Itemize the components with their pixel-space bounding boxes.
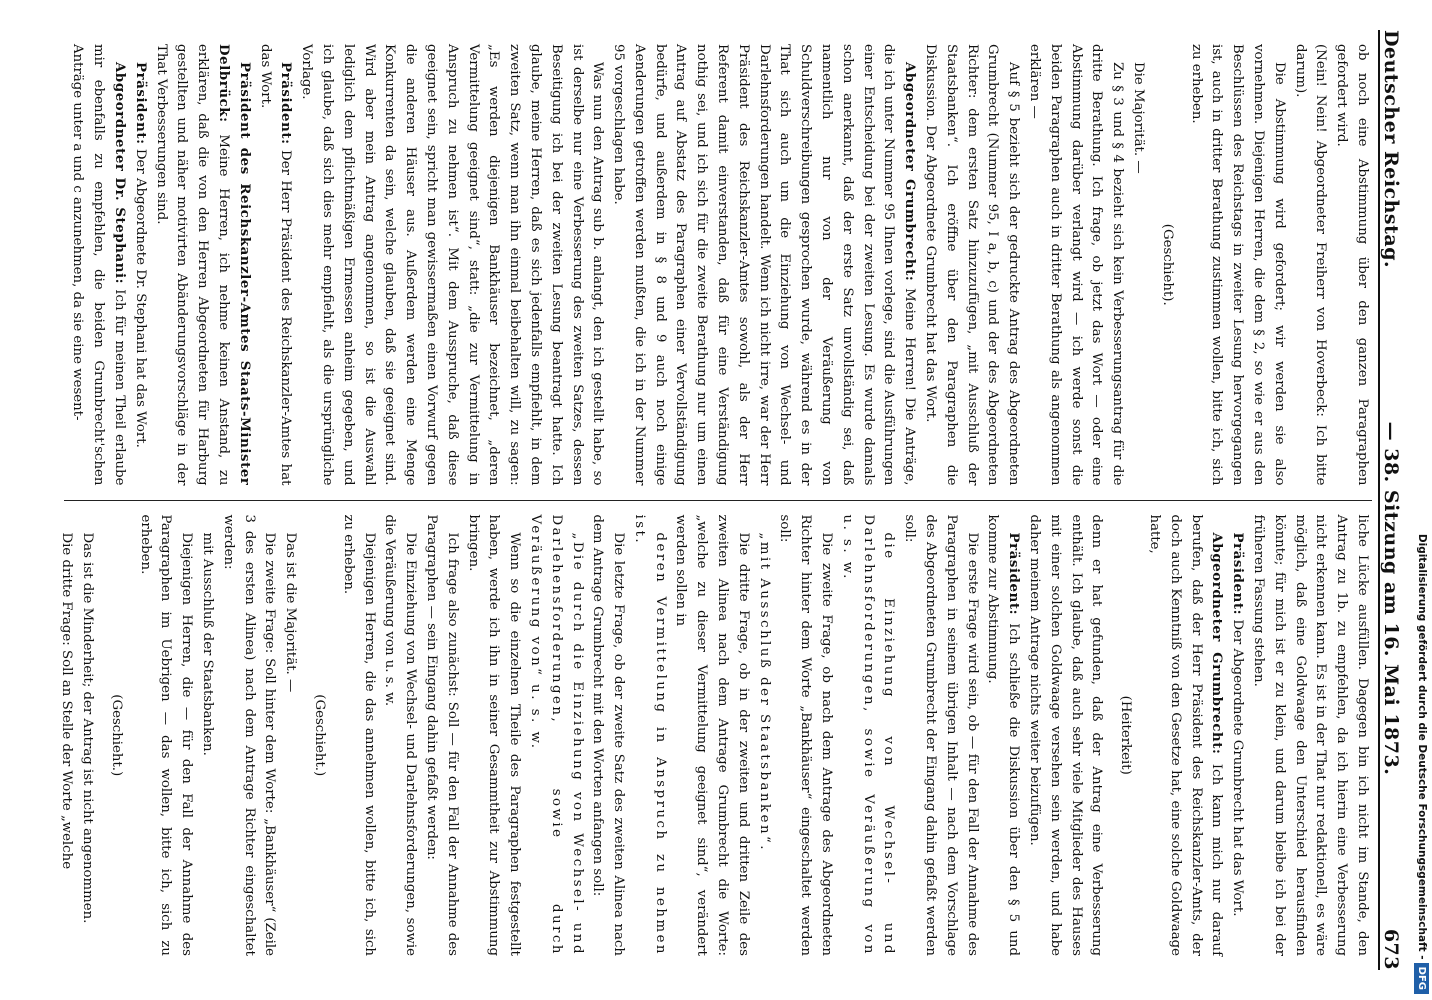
paragraph-text: Ich frage also zunächst: Soll — für den Fall der Annahme des Paragraphen — sein Eingang dahin gefaßt werden: bbox=[423, 514, 460, 956]
text-paragraph bbox=[1023, 515, 1106, 957]
funding-note bbox=[1411, 0, 1432, 1000]
paragraph-text: Ich schließe die Diskussion über den § 5 und komme zur Abstimmung. bbox=[985, 514, 1022, 956]
paragraph-text: Der Abgeordnete Dr. Stephani hat das Wort. bbox=[132, 148, 148, 448]
paragraph-text: Meine Herren! Die Anträge, die ich unter Nummer 95 Ihnen vorlege, sind die Ausführungen einer Entscheidung bei der zweiten Lesung. Es wurde damals schon anerkannt, daß der erste Satz unvollständig sei, daß namentlich nur von der Veräußerung von Schuldverschreibungen gesprochen wurde, während es in der That sich auch um die Einziehung von Wechsel- und Darlehnsforderungen handelt. Wenn ich nicht irre, war der Herr Präsident des Reichskanzler-Amtes sowohl, als der Herr Referent damit einverstanden, daß für eine Verständigung nothig sei, und ich sich für die zweite Berathung nur um einen Antrag auf Abstatz des Paragraphen einer Vervollständigung bedürfe, und außerdem in § 8 und 9 auch noch einige Aenderungen getroffen werden mußten, die ich in der Nummer 95 vorgeschlagen habe. bbox=[611, 44, 918, 486]
digitization-sidebar bbox=[1411, 0, 1432, 1000]
paragraph-text: Zu § 3 und § 4 bezieht sich kein Verbesserungsantrag für die dritte Berathung. Ich frage, ob jetzt das Wort — oder eine Abstimmung darüber verlangt wird — ich werde sonst die beiden Paragraphen auch in dritter Berathung als angenommen erklären — bbox=[1027, 44, 1126, 486]
text-paragraph bbox=[420, 515, 462, 957]
paragraph-text: (Geschieht.) bbox=[108, 694, 124, 777]
speaker-name: Präsident: bbox=[132, 62, 148, 145]
text-paragraph bbox=[295, 44, 607, 486]
text-paragraph bbox=[1185, 44, 1289, 486]
text-paragraph bbox=[670, 515, 753, 957]
paragraph-text: denn er hat gefunden, daß der Antrag eine Verbesserung enthält. Ich glaube, daß auch sehr viele Mitglieder des Hauses mit einer solchen Goldwaage versehen sein werden, und habe daher meinem Antrage nichts weiter beizufügen. bbox=[1027, 514, 1105, 956]
paragraph-text: Die dritte Frage: Soll an Stelle der Worte „welche bbox=[59, 532, 75, 870]
paragraph-text: ob noch eine Abstimmung über den ganzen Paragraphen gefordert wird. bbox=[1334, 44, 1370, 486]
paragraph-text: mit Ausschluß der Staatsbanken. bbox=[199, 532, 215, 756]
paragraph-text: „mit Ausschluß der Staatsbanken“. bbox=[756, 532, 772, 853]
running-title: Deutscher Reichstag. bbox=[1380, 30, 1402, 269]
text-paragraph bbox=[1023, 44, 1127, 486]
paragraph-text: Die dritte Frage, ob in der zweiten und dritten Zeile des zweiten Alinea nach dem Antrage Grumbrecht die Worte: „welche zu dieser Vermittelung geeignet sind“, verändert werden sollen in bbox=[673, 514, 751, 956]
text-paragraph bbox=[76, 515, 97, 957]
text-paragraph bbox=[337, 515, 379, 957]
text-paragraph bbox=[898, 515, 981, 957]
text-paragraph bbox=[753, 515, 774, 957]
text-paragraph bbox=[774, 515, 836, 957]
text-paragraph bbox=[379, 515, 421, 957]
speech-paragraph bbox=[982, 515, 1024, 957]
paragraph-text: (Heiterkeit) bbox=[1118, 695, 1134, 775]
speech-paragraph bbox=[150, 44, 254, 486]
paragraph-text: Auf § 5 bezieht sich der gedruckte Antrag des Abgeordneten Grumbrecht (Nummer 95, I a, b, c) und der des Abgeordneten Richter: dem ersten Satz hinzuzufügen, „mit Ausschluß der Staatsbanken“. Ich eröffne über den Paragraphen die Diskussion. Der Abgeordnete Grumbrecht hat das Wort. bbox=[923, 44, 1022, 486]
stage-note bbox=[1156, 44, 1177, 486]
text-paragraph bbox=[1330, 44, 1372, 486]
paragraph-text: Die Majorität. — bbox=[1131, 62, 1147, 174]
right-column bbox=[59, 500, 1372, 971]
speech-paragraph bbox=[607, 44, 919, 486]
session-date: — 38. Sitzung am 16. Mai 1873. bbox=[1380, 421, 1402, 776]
speaker-name: Präsident: bbox=[278, 62, 294, 145]
paragraph-text: Ich kann mich nur darauf berufen, daß der Herr Präsident des Reichskanzler-Amts, der doch auch Kenntniß von den Gesetze hat, eine solche Goldwaage hatte, bbox=[1147, 514, 1225, 957]
paragraph-text: Die Einziehung von Wechsel- und Darlehnsforderungen, sowie die Veräußerung von u. s. w. bbox=[382, 514, 419, 956]
text-paragraph bbox=[919, 44, 1023, 486]
paragraph-text: (Geschieht). bbox=[1159, 223, 1175, 306]
text-paragraph bbox=[462, 515, 524, 957]
speaker-name: Abgeordneter Dr. Stephani: bbox=[111, 62, 127, 285]
text-paragraph bbox=[279, 515, 300, 957]
page-header bbox=[1378, 30, 1414, 970]
paragraph-text: die Einziehung von Wechsel- und Darlehnsforderungen, sowie Veräußerung von u. s. w. bbox=[839, 514, 897, 956]
paragraph-text: liche Lücke ausfüllen. Dagegen bin ich nicht im Stande, den Antrag zu 1b. zu empfehlen, da ich hierin eine Verbesserung nicht erkennen kann. Es ist in der That nur redaktionell, es wäre möglich, daß eine Goldwaage den Unterschied herausfinden könnte; für mich ist er zu klein, und darum bleibe ich bei der früheren Fassung stehen. bbox=[1251, 514, 1370, 956]
paragraph-text: deren Vermittelung in Anspruch zu nehmen ist. bbox=[631, 514, 668, 956]
text-paragraph bbox=[55, 515, 76, 957]
dfg-logo: DFG bbox=[1414, 963, 1429, 994]
speaker-name: Abgeordneter Grumbrecht: bbox=[1209, 532, 1225, 755]
text-paragraph bbox=[628, 515, 670, 957]
speech-paragraph bbox=[1226, 515, 1247, 957]
speaker-name: Präsident des Reichskanzler-Amtes Staats-Minister Delbrück: bbox=[215, 44, 252, 486]
paragraph-text: „Die durch die Einziehung von Wechsel- und Darlehensforderungen, sowie durch Veräußerung von“ u. s. w. bbox=[527, 514, 585, 956]
paragraph-text: (Nein! Nein! Abgeordneter Freiherr von Hoverbeck: Ich bitte darum). bbox=[1292, 44, 1329, 486]
text-paragraph bbox=[217, 515, 279, 957]
paragraph-text: Die erste Frage wird sein, ob — für den Fall der Annahme des Paragraphen in seinem übrigen Inhalt — nach dem Vorschlage des Abgeordneten Grumbrecht der Eingang dahin gefaßt werden soll: bbox=[902, 514, 980, 956]
left-column bbox=[64, 30, 1372, 500]
paragraph-text: (Geschieht.) bbox=[311, 694, 327, 777]
paragraph-text: Ich für meinen Theil erlaube mir ebenfalls zu empfehlen, die beiden Grumbrecht'schen Anträge unter a und c anzunehmen, da sie eine wesent- bbox=[70, 44, 127, 486]
speaker-name: Präsident: bbox=[1230, 532, 1246, 616]
paragraph-text: Die letzte Frage, ob der zweite Satz des zweiten Alinea nach dem Antrage Grumbrecht mit den Worten anfangen soll: bbox=[590, 514, 627, 956]
text-paragraph bbox=[1289, 44, 1331, 486]
paragraph-text: Der Herr Präsident des Reichskanzler-Amtes hat das Wort. bbox=[257, 44, 294, 486]
speech-paragraph bbox=[67, 44, 129, 486]
paragraph-text: Das ist die Majorität. — bbox=[283, 532, 299, 693]
speaker-name: Präsident: bbox=[1006, 532, 1022, 616]
speech-paragraph bbox=[254, 44, 296, 486]
text-paragraph bbox=[1127, 44, 1148, 486]
paragraph-text: Die Abstimmung wird gefordert; wir werden sie also vornehmen. Diejenigen Herren, die dem § 2, so wie er aus den Beschlüssen des Reichstags in zweiter Lesung hervorgegangen ist, auch in dritter Berathung zustimmen wollen, bitte ich, sich zu erheben. bbox=[1188, 44, 1287, 486]
text-paragraph bbox=[587, 515, 629, 957]
paragraph-text: Die zweite Frage: Soll hinter dem Worte: „Bankhäuser“ (Zeile 3 des ersten Alinea) nach dem Antrage Richter eingeschaltet werden: bbox=[220, 514, 278, 956]
paragraph-text: Das ist die Minderheit; der Antrag ist nicht angenommen. bbox=[79, 532, 95, 924]
text-paragraph bbox=[836, 515, 898, 957]
stage-note bbox=[308, 515, 329, 957]
text-paragraph bbox=[134, 515, 196, 957]
text-columns bbox=[59, 30, 1372, 970]
paragraph-text: Meine Herren, ich nehme keinen Anstand, zu erklären, daß die von den Herren Abgeordneten für Harburg gestellten und näher motivirten Abänderungsvorschläge in der That Verbesserungen sind. bbox=[153, 44, 231, 486]
paragraph-text: Der Abgeordnete Grumbrecht hat das Wort. bbox=[1230, 619, 1246, 917]
text-paragraph bbox=[196, 515, 217, 957]
paragraph-text: Diejenigen Herren, die das annehmen wollen, bitte ich, sich zu erheben. bbox=[340, 514, 377, 956]
paragraph-text: Was nun den Antrag sub b. anlangt, den ich gestellt habe, so ist derselbe nur eine Verbesserung des zweiten Satzes, dessen Beseitigung ich bei der zweiten Lesung beantragt hatte. Ich glaube, meine Herren, daß es sich jedenfalls empfiehlt, in dem zweiten Satz, wenn man ihn einmal beibehalten will, zu sagen: „Es werden diejenigen Bankhäuser bezeichnet, „deren Vermittelung geeignet sind“, statt: „die zur Vermittelung in Anspruch zu nehmen ist“. Mit dem Ausspruche, daß diese geeignet sein, spricht man gewissermaßen einen Vorwurf gegen die anderen Häuser aus. Außerdem werden eine Menge Konkurrenten da sein, welche glauben, daß sie geeignet sind. Wird aber mein Antrag angenommen, so ist die Auswahl lediglich dem pflichtmäßigen Ermessen anheim gegeben, und ich glaube, daß sich dies mehr empfiehlt, als die ursprüngliche Vorlage. bbox=[299, 44, 606, 486]
speech-paragraph bbox=[1143, 515, 1226, 957]
speaker-name: Abgeordneter Grumbrecht: bbox=[902, 62, 918, 282]
text-paragraph bbox=[1247, 515, 1372, 957]
paragraph-text: Diejenigen Herren, die — für den Fall der Annahme des Paragraphen im Uebrigen — das wollen, bitte ich, sich zu erheben. bbox=[137, 514, 195, 956]
page-number: 673 bbox=[1380, 928, 1402, 970]
stage-note bbox=[1114, 515, 1135, 957]
funding-text: Digitalisierung gefördert durch die Deutsche Forschungsgemeinschaft - bbox=[1416, 533, 1428, 960]
text-paragraph bbox=[524, 515, 586, 957]
speech-paragraph bbox=[129, 44, 150, 486]
stage-note bbox=[105, 515, 126, 957]
paragraph-text: Wenn so die einzelnen Theile des Paragraphen festgestellt haben, werde ich ihn in seiner Gesammtheit zur Abstimmung bringen. bbox=[465, 514, 523, 956]
paragraph-text: Die zweite Frage, ob nach dem Antrage des Abgeordneten Richter hinter dem Worte „Bankhäuser“ eingeschaltet werden soll: bbox=[777, 514, 835, 956]
